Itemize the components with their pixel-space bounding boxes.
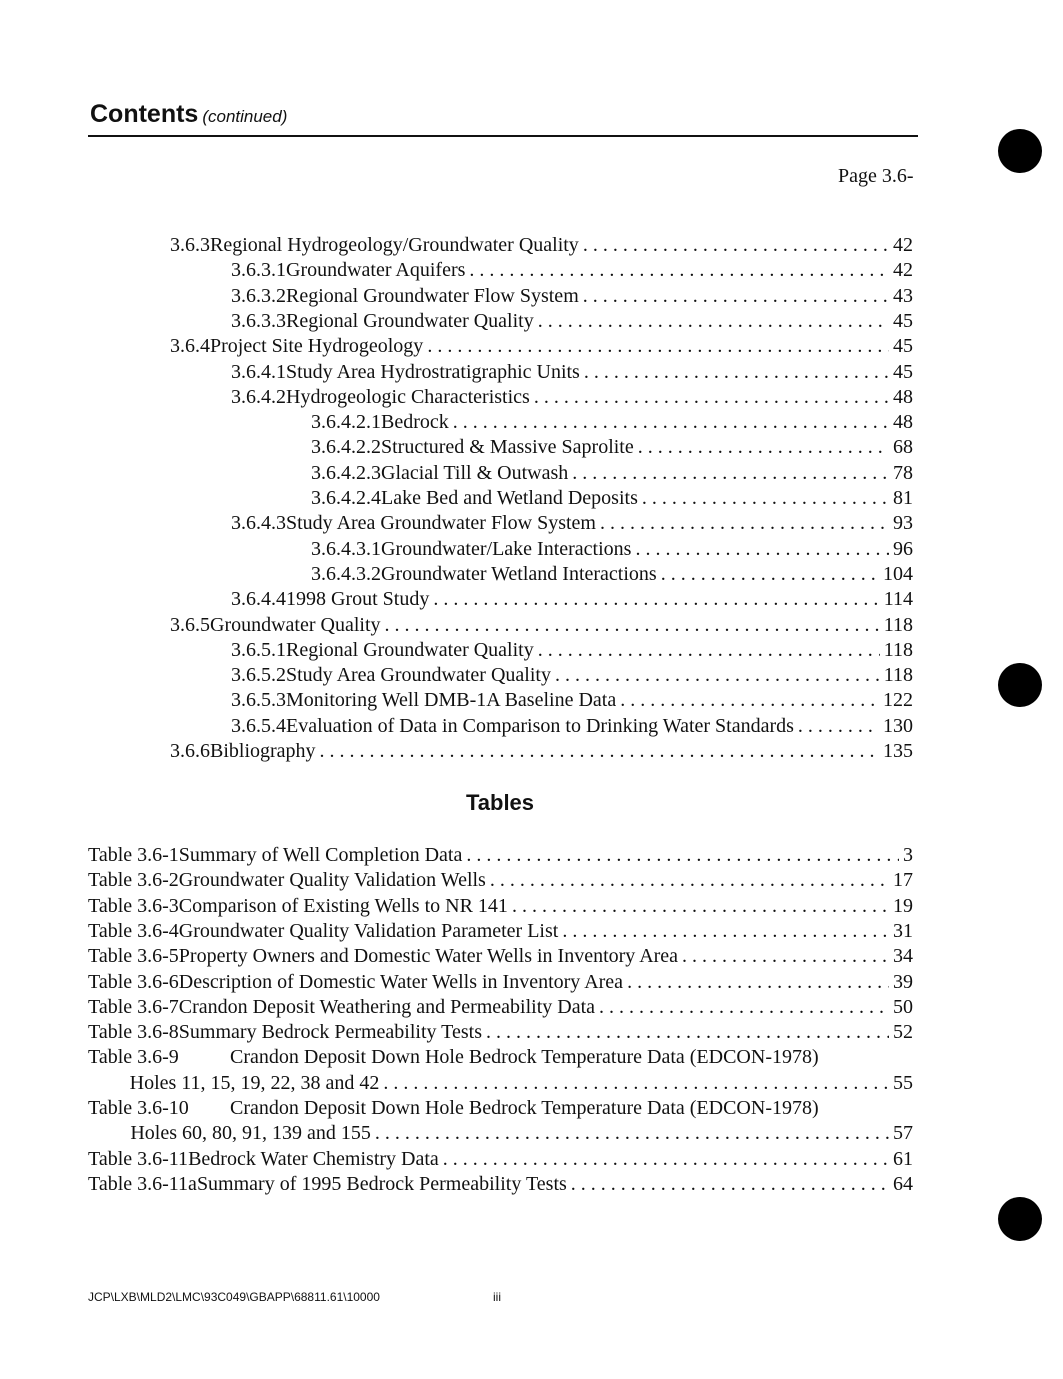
entry-page: 39 [893, 970, 913, 993]
dot-leader [635, 537, 889, 562]
entry-page: 96 [893, 537, 913, 560]
dot-leader [375, 1121, 889, 1146]
entry-page: 34 [893, 945, 913, 968]
entry-number: 3.6.4.3.1 [311, 537, 381, 560]
toc-entry [311, 486, 913, 511]
entry-page: 118 [883, 664, 913, 687]
dot-leader [627, 970, 889, 995]
entry-number: 3.6.4.4 [231, 588, 286, 611]
entry-title: Bibliography [210, 740, 316, 762]
entry-title: Monitoring Well DMB-1A Baseline Data [286, 689, 617, 712]
dot-leader [538, 309, 889, 334]
dot-leader [638, 435, 889, 460]
entry-title: Regional Groundwater Flow System [286, 284, 579, 307]
entry-page: 78 [893, 461, 913, 484]
dot-leader [538, 638, 880, 663]
entry-page: 31 [893, 919, 913, 942]
table-entry [88, 1121, 913, 1146]
entry-title: 1998 Grout Study [286, 588, 430, 611]
entry-page: 104 [883, 562, 913, 585]
entry-number: 3.6.5 [170, 613, 210, 636]
entry-number: 3.6.4.2.2 [311, 436, 381, 459]
entry-number: 3.6.6 [170, 740, 210, 762]
entry-number: 3.6.4.3 [231, 512, 286, 535]
dot-leader [584, 360, 889, 385]
entry-title: Crandon Deposit Down Hole Bedrock Temperature Data (EDCON-1978) [230, 1097, 819, 1119]
entry-number: 3.6.4.3.2 [311, 562, 381, 585]
entry-title: Crandon Deposit Down Hole Bedrock Temperature Data (EDCON-1978) [230, 1046, 819, 1069]
entry-page: 42 [893, 259, 913, 282]
entry-title: Groundwater Quality Validation Parameter List [178, 919, 559, 942]
entry-title: Project Site Hydrogeology [210, 335, 424, 358]
entry-number: Table 3.6-5 [88, 945, 179, 968]
toc-entry [231, 663, 913, 688]
entry-title: Summary Bedrock Permeability Tests [178, 1021, 482, 1044]
entry-number: Table 3.6-9 [88, 1046, 179, 1069]
dot-leader [620, 688, 879, 713]
table-entry [88, 1096, 913, 1121]
entry-number: 3.6.5.2 [231, 664, 286, 687]
dot-leader [453, 410, 889, 435]
toc-entry [231, 360, 913, 385]
entry-page: 45 [893, 309, 913, 332]
dot-leader [383, 1071, 889, 1096]
toc-entry [231, 258, 913, 283]
dot-leader [443, 1147, 889, 1172]
entry-page: 118 [883, 613, 913, 636]
entry-number: Table 3.6-3 [88, 894, 179, 917]
entry-title: Regional Hydrogeology/Groundwater Quality [210, 234, 579, 256]
table-entry [88, 843, 913, 868]
entry-number: 3.6.4.2.4 [311, 487, 381, 509]
binder-hole [998, 1197, 1042, 1241]
toc-entry [231, 688, 913, 713]
dot-leader [466, 843, 899, 868]
toc-entry [170, 613, 913, 638]
dot-leader [600, 511, 889, 536]
dot-leader [534, 385, 889, 410]
entry-page: 64 [893, 1172, 913, 1195]
entry-page: 122 [883, 689, 913, 712]
entry-page: 17 [893, 869, 913, 892]
entry-page: 57 [893, 1122, 913, 1145]
dot-leader [642, 486, 889, 511]
entry-number: 3.6.4.2.1 [311, 411, 381, 434]
entry-title: Holes 11, 15, 19, 22, 38 and 42 [129, 1071, 380, 1094]
toc-entry [170, 233, 913, 258]
entry-title: Summary of Well Completion Data [178, 844, 463, 866]
entry-number: 3.6.4.1 [231, 360, 286, 383]
dot-leader [583, 233, 889, 258]
entry-title: Groundwater/Lake Interactions [381, 537, 632, 560]
entry-title: Lake Bed and Wetland Deposits [381, 487, 638, 509]
dot-leader [661, 562, 879, 587]
entry-title: Structured & Massive Saprolite [381, 436, 634, 459]
toc-entry [231, 309, 913, 334]
table-entry [88, 1172, 913, 1197]
toc-entry [311, 410, 913, 435]
entry-title: Property Owners and Domestic Water Wells in Inventory Area [178, 945, 679, 968]
dot-leader [583, 284, 889, 309]
dot-leader [469, 258, 889, 283]
entry-page: 130 [883, 714, 913, 737]
table-entry [88, 970, 913, 995]
entry-page: 3 [903, 844, 913, 866]
toc-entry [170, 739, 913, 764]
entry-page: 42 [893, 234, 913, 256]
page-column-label: Page 3.6- [838, 165, 914, 187]
entry-title: Bedrock Water Chemistry Data [188, 1147, 439, 1170]
entry-title: Comparison of Existing Wells to NR 141 [178, 894, 508, 917]
entry-number: Table 3.6-7 [88, 995, 179, 1018]
entry-page: 81 [893, 487, 913, 509]
entry-page: 48 [893, 411, 913, 434]
entry-page: 50 [893, 995, 913, 1018]
table-entry [88, 1147, 913, 1172]
entry-number: 3.6.4 [170, 335, 210, 358]
entry-number: 3.6.5.3 [231, 689, 286, 712]
entry-page: 114 [883, 588, 913, 611]
dot-leader [798, 714, 879, 739]
entry-title: Study Area Groundwater Quality [286, 664, 551, 687]
toc-entry [311, 435, 913, 460]
entry-title: Groundwater Aquifers [286, 259, 466, 282]
entry-number: Table 3.6-2 [88, 869, 179, 892]
entry-number: 3.6.3.3 [231, 309, 286, 332]
entry-title: Groundwater Quality [210, 613, 381, 636]
entry-page: 43 [893, 284, 913, 307]
entry-page: 61 [893, 1147, 913, 1170]
toc-entry [311, 537, 913, 562]
entry-number: 3.6.3 [170, 234, 210, 256]
header-rule [88, 135, 918, 137]
dot-leader [572, 461, 889, 486]
entry-title: Study Area Groundwater Flow System [286, 512, 596, 535]
tables-heading: Tables [465, 790, 535, 815]
entry-page: 55 [893, 1071, 913, 1094]
dot-leader [562, 919, 889, 944]
entry-title: Regional Groundwater Quality [286, 638, 534, 661]
entry-page: 19 [893, 894, 913, 917]
entry-page: 45 [893, 360, 913, 383]
table-entry [88, 1020, 913, 1045]
toc-entry [231, 284, 913, 309]
entry-title: Study Area Hydrostratigraphic Units [286, 360, 580, 383]
table-entry [88, 944, 913, 969]
binder-hole [998, 663, 1042, 707]
entry-number: Table 3.6-10 [88, 1097, 189, 1119]
entry-title: Regional Groundwater Quality [286, 309, 534, 332]
entry-title: Evaluation of Data in Comparison to Drinking Water Standards [286, 714, 794, 737]
entry-number: 3.6.5.1 [231, 638, 286, 661]
entry-number: Table 3.6-11a [88, 1172, 197, 1195]
dot-leader [571, 1172, 889, 1197]
table-entry [88, 1071, 913, 1096]
table-entry [88, 1045, 913, 1070]
entry-title: Hydrogeologic Characteristics [286, 385, 530, 408]
entry-title: Groundwater Wetland Interactions [381, 562, 657, 585]
dot-leader [682, 944, 889, 969]
dot-leader [599, 995, 889, 1020]
entry-page: 135 [883, 740, 913, 762]
entry-page: 68 [893, 436, 913, 459]
toc-entry [231, 511, 913, 536]
footer-path: JCP\LXB\MLD2\LMC\93C049\GBAPP\68811.61\10000 [88, 1290, 380, 1304]
entry-title: Glacial Till & Outwash [381, 461, 569, 484]
toc-entry [231, 587, 913, 612]
dot-leader [555, 663, 880, 688]
entry-number: 3.6.3.2 [231, 284, 286, 307]
entry-title: Holes 60, 80, 91, 139 and 155 [130, 1122, 371, 1145]
entry-title: Crandon Deposit Weathering and Permeability Data [178, 995, 596, 1018]
entry-title: Bedrock [381, 411, 449, 434]
dot-leader [433, 587, 879, 612]
table-entry [88, 894, 913, 919]
toc-entry [231, 385, 913, 410]
entry-number: Table 3.6-1 [88, 844, 179, 866]
binder-hole [998, 129, 1042, 173]
entry-title: Description of Domestic Water Wells in Inventory Area [178, 970, 624, 993]
table-entry [88, 868, 913, 893]
continued-label: (continued) [202, 107, 288, 126]
table-entry [88, 919, 913, 944]
dot-leader [320, 739, 879, 764]
entry-title: Groundwater Quality Validation Wells [178, 869, 486, 892]
entry-page: 93 [893, 512, 913, 535]
entry-number: 3.6.4.2 [231, 385, 286, 408]
toc-entry [231, 714, 913, 739]
toc-entry [170, 334, 913, 359]
entry-title: Summary of 1995 Bedrock Permeability Tests [196, 1172, 567, 1195]
table-entry [88, 995, 913, 1020]
dot-leader [512, 894, 889, 919]
entry-number: Table 3.6-4 [88, 919, 179, 942]
dot-leader [385, 613, 880, 638]
toc-entry [311, 461, 913, 486]
entry-page: 52 [893, 1021, 913, 1044]
entry-number: 3.6.4.2.3 [311, 461, 381, 484]
contents-heading: Contents [90, 100, 199, 128]
entry-number: Table 3.6-8 [88, 1021, 179, 1044]
toc-entry [311, 562, 913, 587]
entry-number: 3.6.3.1 [231, 259, 286, 282]
page-title [90, 100, 287, 129]
footer-page-number: iii [493, 1290, 501, 1304]
entry-number: Table 3.6-11 [88, 1147, 189, 1170]
entry-page: 48 [893, 385, 913, 408]
entry-number: 3.6.5.4 [231, 714, 286, 737]
entry-page: 118 [883, 638, 913, 661]
dot-leader [427, 334, 889, 359]
dot-leader [490, 868, 889, 893]
entry-page: 45 [893, 335, 913, 358]
entry-number: Table 3.6-6 [88, 970, 179, 993]
toc-entry [231, 638, 913, 663]
dot-leader [486, 1020, 889, 1045]
